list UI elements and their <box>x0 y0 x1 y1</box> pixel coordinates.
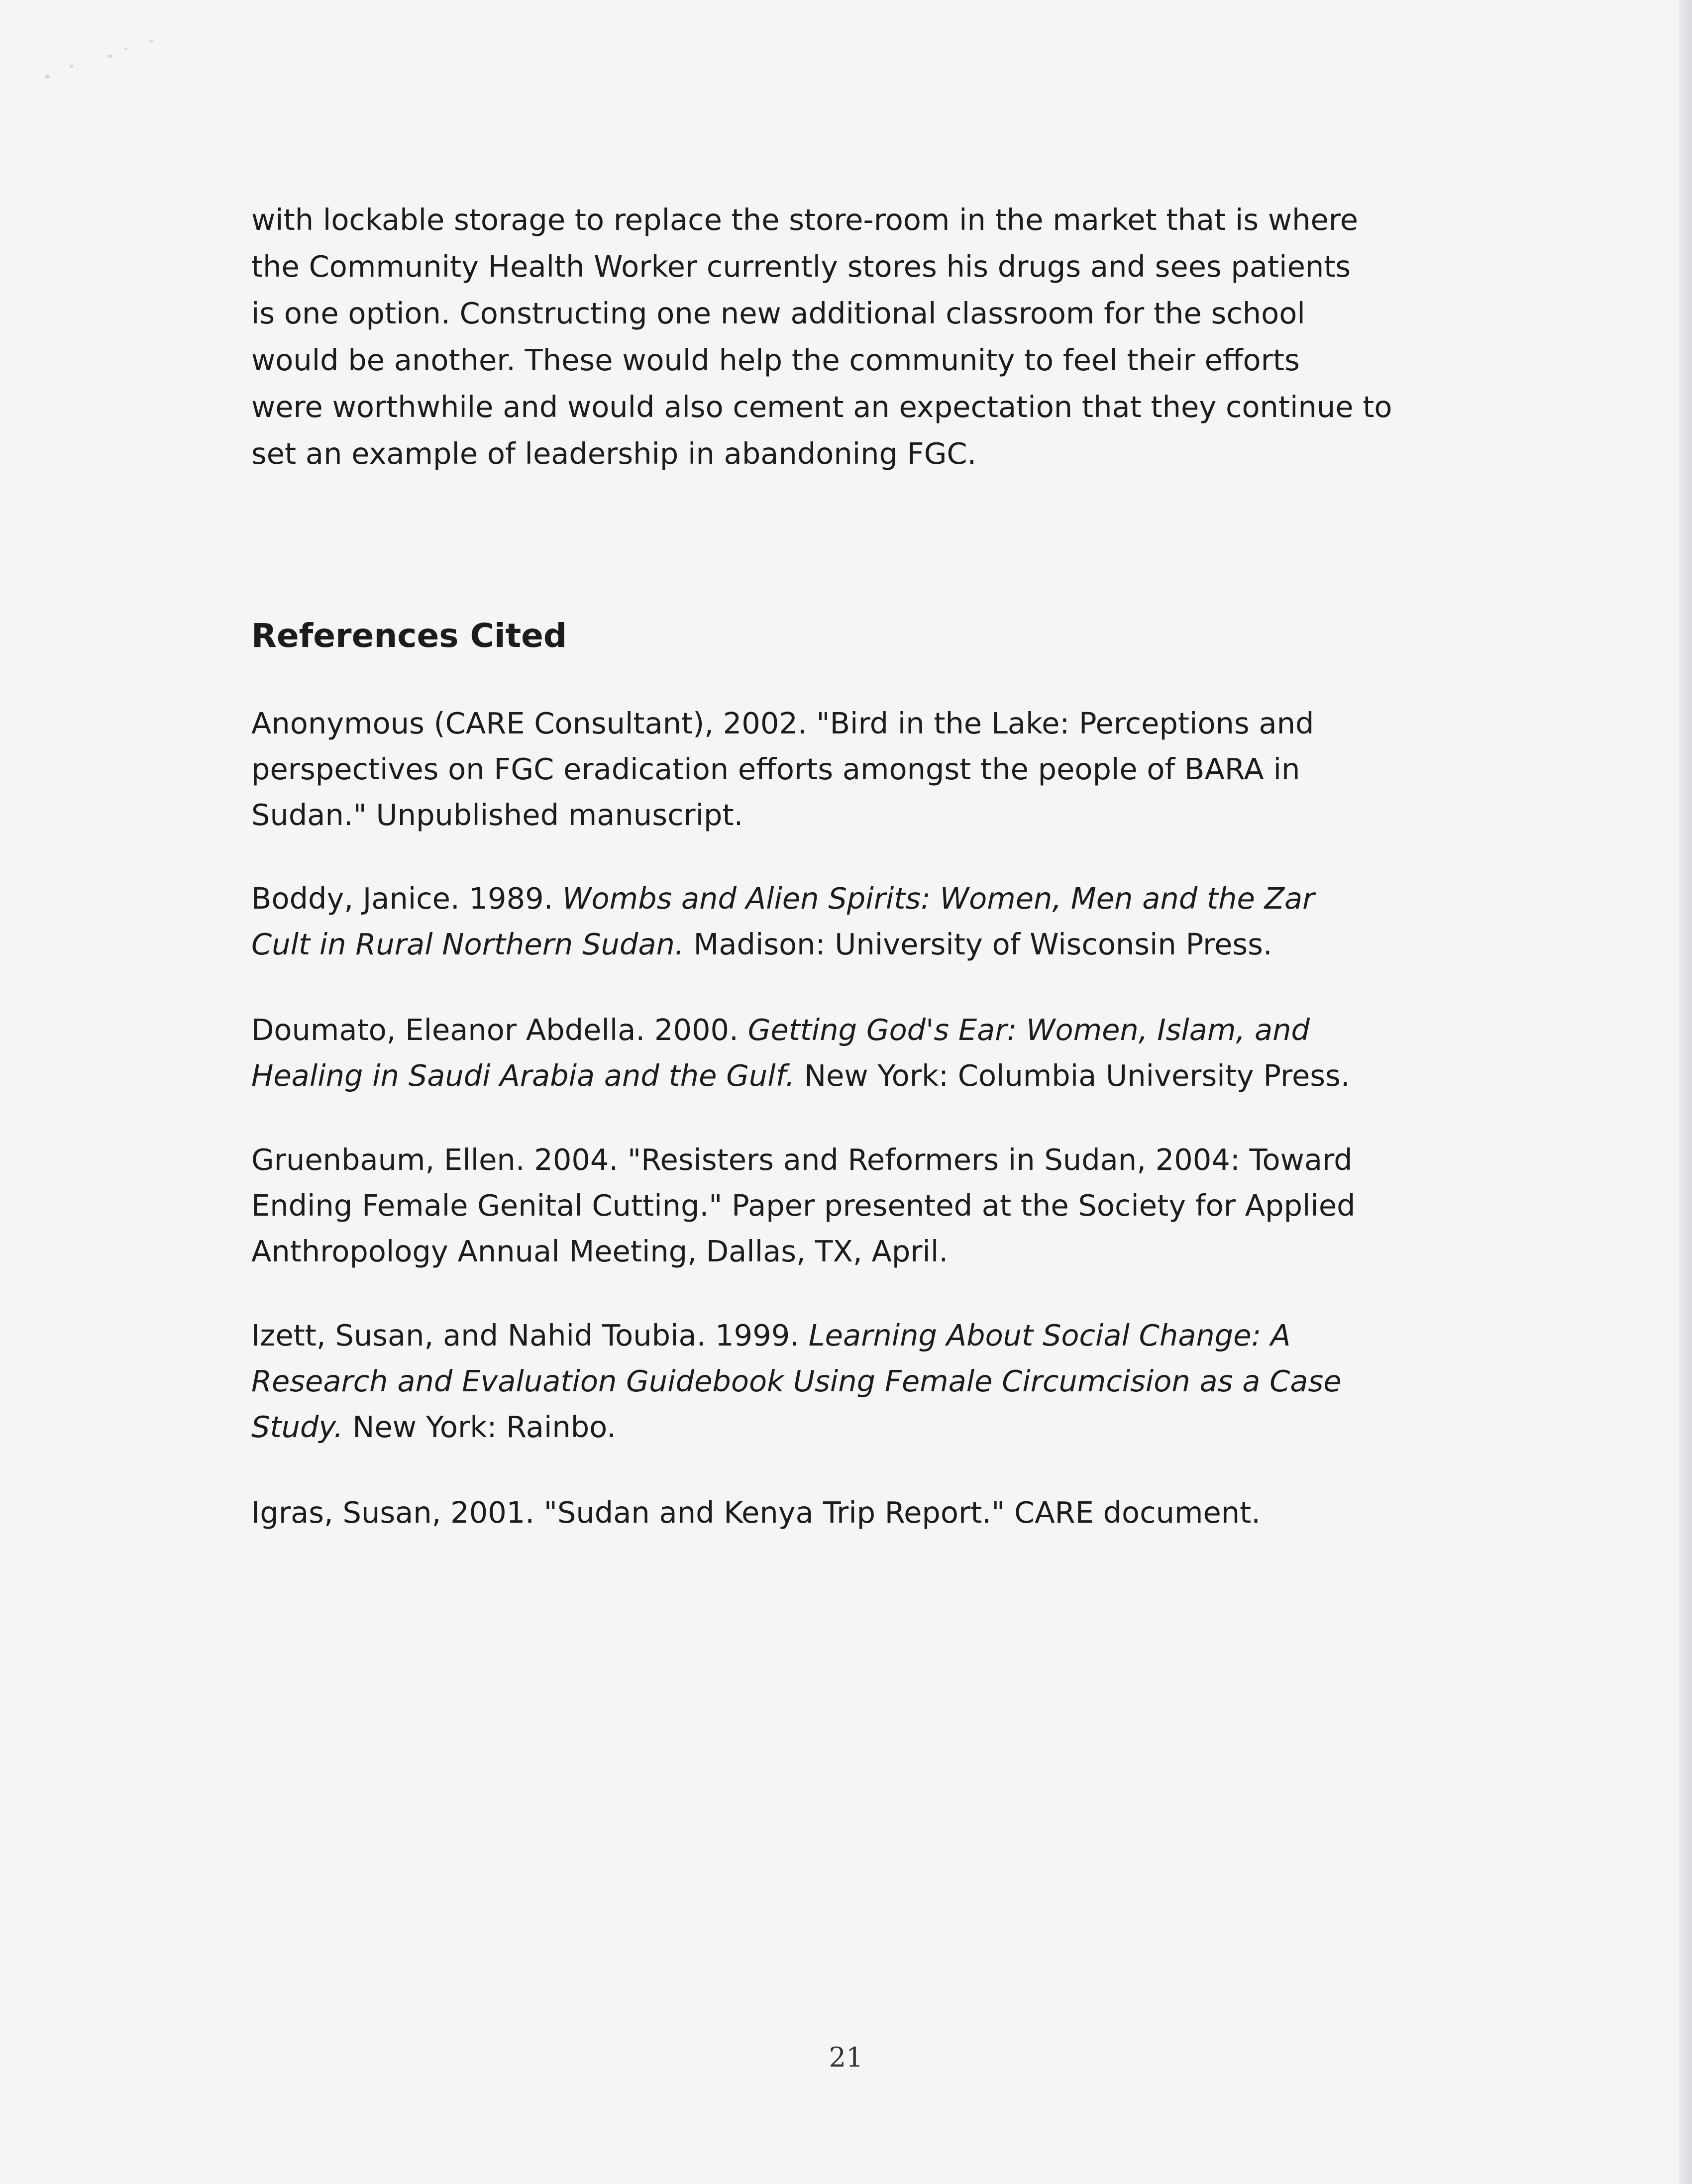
scan-speck <box>107 55 113 58</box>
reference-line: Gruenbaum, Ellen. 2004. "Resisters and Reformers in Sudan, 2004: Toward <box>251 1143 1353 1177</box>
reference-entry <box>251 1313 1456 1450</box>
reference-entry <box>251 1007 1456 1099</box>
reference-entry <box>251 1137 1456 1274</box>
reference-line <box>251 1313 1456 1358</box>
reference-title: Learning About Social Change: A <box>808 1318 1291 1352</box>
body-line: were worthwhile and would also cement an expectation that they continue to <box>251 390 1392 424</box>
reference-line: Ending Female Genital Cutting." Paper presented at the Society for Applied <box>251 1188 1356 1223</box>
reference-author: Boddy, Janice. 1989. <box>251 881 563 916</box>
reference-line: Anthropology Annual Meeting, Dallas, TX, April. <box>251 1234 949 1268</box>
reference-line <box>251 876 1456 922</box>
reference-title: Study. <box>251 1410 343 1444</box>
body-paragraph <box>251 197 1456 477</box>
reference-author: Izett, Susan, and Nahid Toubia. 1999. <box>251 1318 809 1352</box>
reference-title: Cult in Rural Northern Sudan. <box>251 927 684 961</box>
reference-line <box>251 1404 1456 1450</box>
reference-publisher: New York: Columbia University Press. <box>795 1058 1350 1093</box>
body-line: would be another. These would help the community to feel their efforts <box>251 343 1300 377</box>
scan-speck <box>149 40 153 42</box>
reference-entry <box>251 701 1456 838</box>
reference-line: Igras, Susan, 2001. "Sudan and Kenya Trip Report." CARE document. <box>251 1495 1261 1530</box>
reference-line: Sudan." Unpublished manuscript. <box>251 798 743 832</box>
reference-publisher: New York: Rainbo. <box>343 1410 616 1444</box>
reference-entry <box>251 1490 1456 1536</box>
reference-title: Wombs and Alien Spirits: Women, Men and the Zar <box>562 881 1315 916</box>
body-line: the Community Health Worker currently stores his drugs and sees patients <box>251 249 1351 284</box>
body-line: with lockable storage to replace the store-room in the market that is where <box>251 203 1359 237</box>
reference-title: Healing in Saudi Arabia and the Gulf. <box>251 1058 795 1093</box>
scan-speck <box>124 47 127 50</box>
reference-title: Getting God's Ear: Women, Islam, and <box>747 1013 1310 1047</box>
reference-line <box>251 1053 1456 1099</box>
page-edge-shadow <box>1679 0 1692 2184</box>
scan-speck <box>45 75 50 79</box>
reference-line: perspectives on FGC eradication efforts amongst the people of BARA in <box>251 752 1300 786</box>
reference-line: Anonymous (CARE Consultant), 2002. "Bird in the Lake: Perceptions and <box>251 706 1314 740</box>
page-number: 21 <box>829 2042 863 2073</box>
reference-line <box>251 922 1456 967</box>
reference-line <box>251 1007 1456 1053</box>
reference-publisher: Madison: University of Wisconsin Press. <box>684 927 1272 961</box>
body-line: set an example of leadership in abandoning FGC. <box>251 436 977 471</box>
body-line: is one option. Constructing one new additional classroom for the school <box>251 296 1305 330</box>
reference-line: Research and Evaluation Guidebook Using Female Circumcision as a Case <box>251 1364 1342 1398</box>
references-heading: References Cited <box>251 617 567 655</box>
reference-author: Doumato, Eleanor Abdella. 2000. <box>251 1013 748 1047</box>
reference-entry <box>251 876 1456 967</box>
scan-speck <box>70 65 73 68</box>
